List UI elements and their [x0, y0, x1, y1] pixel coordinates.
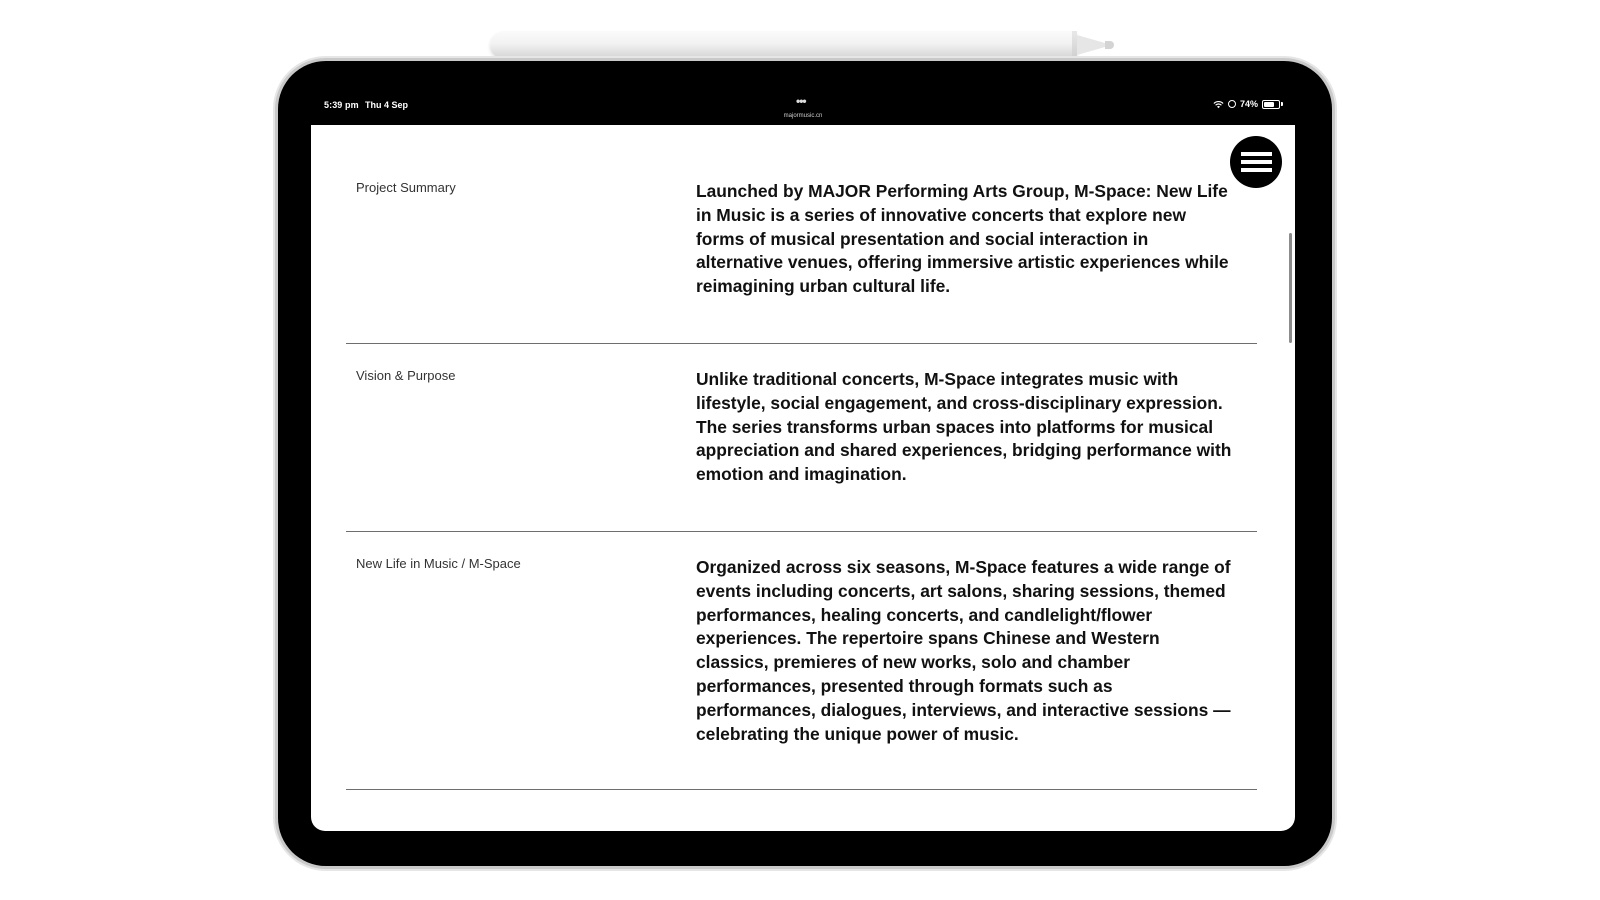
ipad-frame — [278, 61, 1332, 866]
address-url[interactable]: majormusic.cn — [783, 113, 823, 119]
menu-bar — [1241, 168, 1272, 172]
ellipsis-icon[interactable]: ••• — [796, 94, 806, 108]
section-label-vision-purpose: Vision & Purpose — [356, 368, 456, 383]
apple-pencil-nib — [1105, 41, 1114, 49]
orientation-lock-icon — [1228, 100, 1236, 108]
status-time: 5:39 pm — [324, 100, 359, 110]
apple-pencil — [490, 31, 1077, 59]
web-page — [311, 125, 1295, 831]
menu-bar — [1241, 160, 1272, 164]
status-indicators — [1213, 98, 1283, 110]
battery-fill — [1264, 102, 1274, 107]
ipad-screen — [311, 91, 1295, 831]
battery-percentage: 74% — [1239, 99, 1258, 109]
battery-cap — [1281, 102, 1283, 106]
section-body-project-summary: Launched by MAJOR Performing Arts Group, M-Space: New Life in Music is a series of innovative concerts that explore new forms of musical presentation and social interaction in alternative venues, offering immersive artistic experiences while reimagining urban cultural life. — [696, 181, 1229, 297]
section-body-vision-purpose: Unlike traditional concerts, M-Space integrates music with lifestyle, social engagement, and cross-disciplinary expression. The series transforms urban spaces into platforms for musical appreciation and shared experiences, bridging performance with emotion and imagination. — [696, 369, 1232, 485]
hamburger-menu-icon[interactable] — [1230, 136, 1282, 188]
section-label-new-life-in-music: New Life in Music / M-Space — [356, 556, 521, 571]
section-divider — [346, 789, 1257, 790]
battery-icon — [1262, 100, 1280, 109]
status-date: Thu 4 Sep — [365, 100, 409, 110]
section-body-new-life-in-music: Organized across six seasons, M-Space features a wide range of events including concerts, art salons, sharing sessions, themed performances, healing concerts, and candlelight/flower experiences. The repertoire spans Chinese and Western classics, premieres of new works, solo and chamber performances, presented through formats such as performances, dialogues, interviews, and interactive sessions — celebrating the unique power of music. — [696, 557, 1231, 744]
section-divider — [346, 531, 1257, 532]
status-bar — [311, 91, 1295, 125]
section-divider — [346, 343, 1257, 344]
section-label-project-summary: Project Summary — [356, 180, 456, 195]
menu-bar — [1241, 152, 1272, 156]
wifi-icon — [1213, 100, 1224, 109]
scrollbar[interactable] — [1289, 233, 1292, 343]
